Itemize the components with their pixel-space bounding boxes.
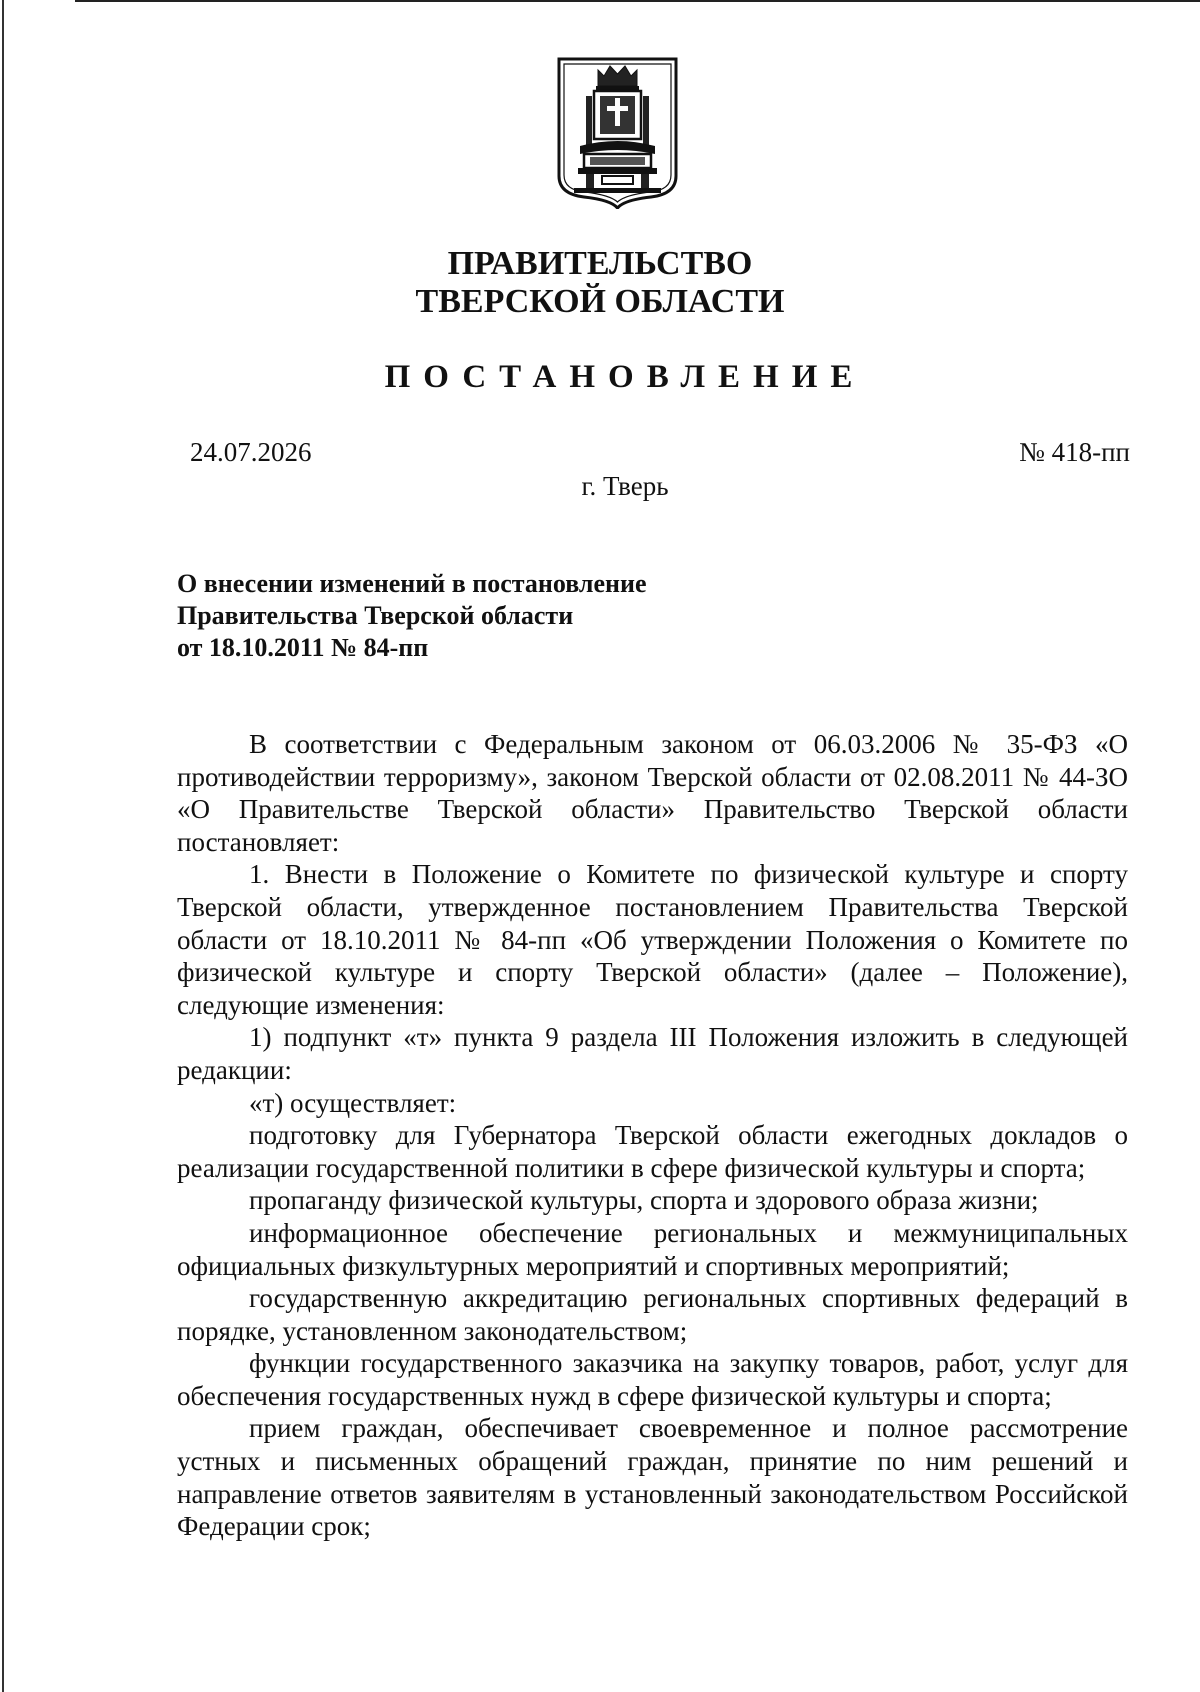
document-title-line: О внесении изменений в постановление <box>177 569 647 598</box>
document-title <box>177 568 647 664</box>
organization-name-line1: ПРАВИТЕЛЬСТВО <box>447 245 753 282</box>
document-body <box>177 728 1128 1543</box>
document-number: № 418-пп <box>1019 437 1130 467</box>
body-paragraph: подготовку для Губернатора Тверской области ежегодных докладов о реализации государственной политики в сфере физической культуры и спорта; <box>177 1120 1128 1183</box>
scan-edge-top <box>75 0 1200 2</box>
body-paragraph: 1) подпункт «т» пункта 9 раздела III Положения изложить в следующей редакции: <box>177 1022 1128 1085</box>
document-title-line: Правительства Тверской области <box>177 601 574 630</box>
body-paragraph: 1. Внести в Положение о Комитете по физической культуре и спорту Тверской области, утвержденное постановлением Правительства Тверской области от 18.10.2011 № 84-пп «Об утверждении Положения о Комитете по физической культуре и спорту Тверской области» (далее – Положение), следующие изменения: <box>177 859 1128 1020</box>
document-city: г. Тверь <box>581 471 669 501</box>
coat-of-arms-icon <box>556 56 679 209</box>
document-title-line: от 18.10.2011 № 84-пп <box>177 633 429 662</box>
body-paragraph: прием граждан, обеспечивает своевременное и полное рассмотрение устных и письменных обращений граждан, принятие по ним решений и направление ответов заявителям в установленный законодательством Российской Федерации срок; <box>177 1413 1128 1542</box>
body-paragraph: функции государственного заказчика на закупку товаров, работ, услуг для обеспечения государственных нужд в сфере физической культуры и спорта; <box>177 1348 1128 1411</box>
body-paragraph: «т) осуществляет: <box>249 1087 457 1118</box>
organization-name-line2: ТВЕРСКОЙ ОБЛАСТИ <box>415 283 785 320</box>
body-paragraph: пропаганду физической культуры, спорта и здорового образа жизни; <box>249 1185 1039 1216</box>
body-paragraph: информационное обеспечение региональных и межмуниципальных официальных физкультурных мероприятий и спортивных мероприятий; <box>177 1217 1128 1281</box>
document-date: 24.07.2026 <box>190 437 312 467</box>
body-paragraph: государственную аккредитацию региональных спортивных федераций в порядке, установленном законодательством; <box>177 1283 1128 1346</box>
body-paragraph: В соответствии с Федеральным законом от 06.03.2006 № 35-ФЗ «О противодействии терроризму», законом Тверской области от 02.08.2011 № 44-ЗО «О Правительстве Тверской области» Правительство Тверской области постановляет: <box>177 729 1128 857</box>
document-type: ПОСТАНОВЛЕНИЕ <box>384 359 866 395</box>
